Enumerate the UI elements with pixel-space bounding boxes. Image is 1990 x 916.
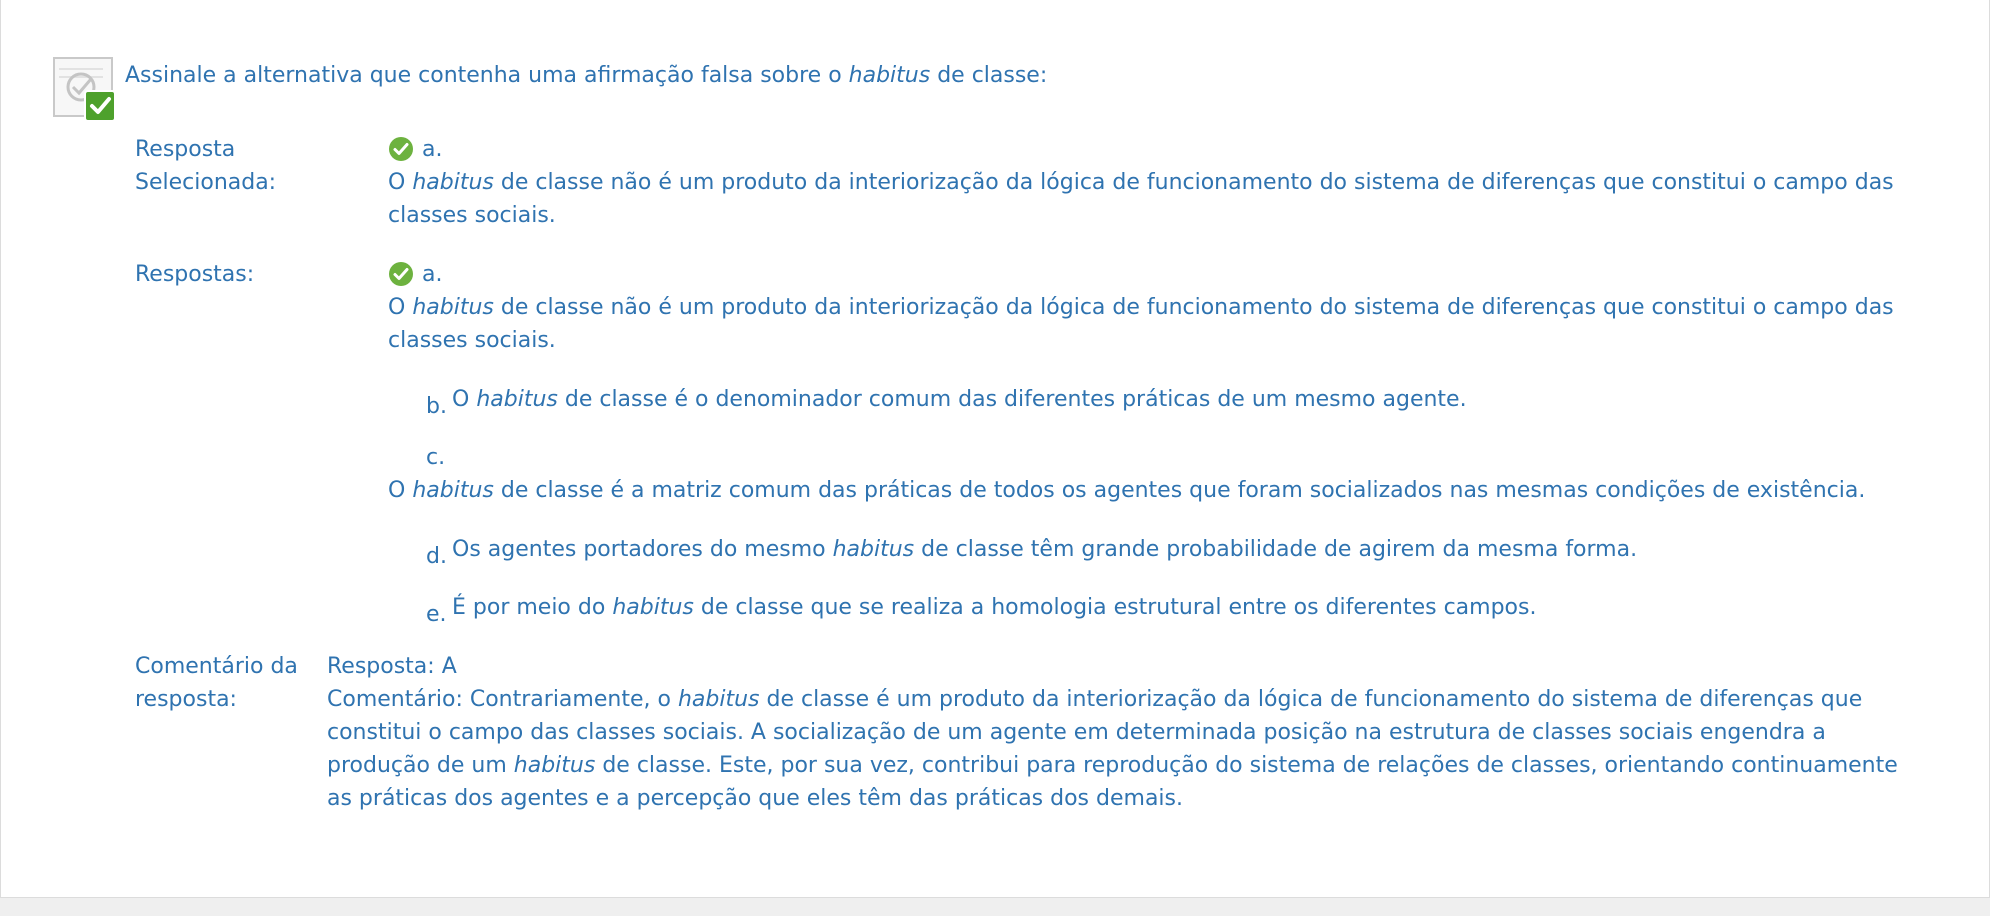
answer-b-letter: b. bbox=[426, 394, 447, 419]
comment-label: Comentário da resposta: bbox=[135, 654, 298, 712]
answer-e-text: É por meio do habitus de classe que se realiza a homologia estrutural entre os diferentes campos. bbox=[452, 595, 1537, 620]
comment-answer-line: Resposta: A bbox=[327, 654, 457, 679]
check-circle-icon bbox=[388, 136, 414, 162]
answer-d-text: Os agentes portadores do mesmo habitus de classe têm grande probabilidade de agirem da mesma forma. bbox=[452, 537, 1638, 562]
answer-c-letter: c. bbox=[426, 445, 446, 470]
answers-label: Respostas: bbox=[135, 262, 255, 287]
selected-answer-text: O habitus de classe não é um produto da interiorização da lógica de funcionamento do sistema de diferenças que constitui o campo das classes sociais. bbox=[388, 170, 1894, 228]
answer-d-letter: d. bbox=[426, 544, 447, 569]
selected-answer-letter: a. bbox=[388, 133, 442, 166]
comment-text: Resposta: A Comentário: Contrariamente, o habitus de classe é um produto da interiorização da lógica de funcionamento do sistema de diferenças que constitui o campo das classes sociais. A socialização de um agente em determinada posição na estrutura de classes sociais engendra a produção de um habitus de classe. Este, por sua vez, contribui para reprodução do sistema de relações de classes, orientando continuamente as práticas dos agentes e a percepção que eles têm das práticas dos demais. bbox=[327, 650, 1967, 815]
correct-question-icon bbox=[53, 57, 119, 123]
answer-a-text: O habitus de classe não é um produto da interiorização da lógica de funcionamento do sistema de diferenças que constitui o campo das classes sociais. bbox=[388, 295, 1894, 353]
answer-c-text: O habitus de classe é a matriz comum das práticas de todos os agentes que foram socializados nas mesmas condições de existência. bbox=[388, 478, 1866, 503]
selected-answer-label: Resposta Selecionada: bbox=[135, 137, 277, 195]
check-circle-icon bbox=[388, 261, 414, 287]
answer-b-text: O habitus de classe é o denominador comum das diferentes práticas de um mesmo agente. bbox=[452, 387, 1467, 412]
answer-e-letter: e. bbox=[426, 602, 447, 627]
answer-a-letter: a. bbox=[388, 258, 442, 291]
question-text: Assinale a alternativa que contenha uma afirmação falsa sobre o habitus de classe: bbox=[125, 63, 1048, 88]
